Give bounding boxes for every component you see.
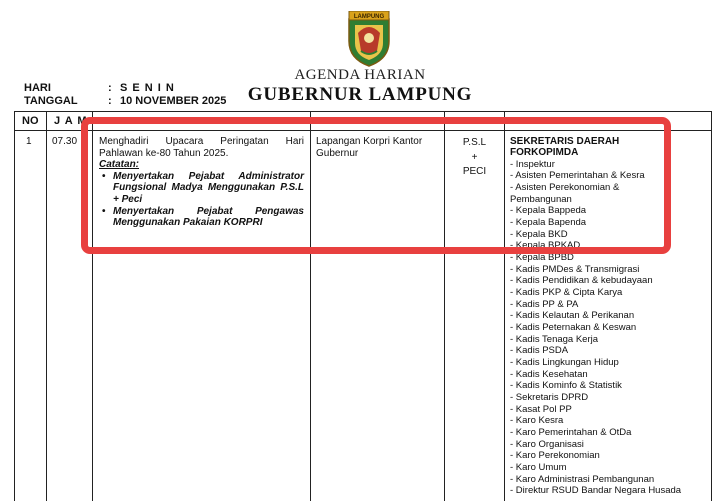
attendee-item: - Inspektur bbox=[510, 158, 555, 170]
attendee-item: - Karo Administrasi Pembangunan bbox=[510, 473, 655, 485]
attendee-item: - Karo Organisasi bbox=[510, 438, 584, 450]
attendee-item: - Kepala BKD bbox=[510, 228, 568, 240]
meta-hari bbox=[0, 82, 300, 96]
hari-colon: : bbox=[108, 82, 112, 94]
lampung-logo bbox=[347, 11, 391, 67]
attendee-item: - Kadis PSDA bbox=[510, 345, 569, 357]
notes-title: Catatan: bbox=[99, 159, 140, 171]
attendee-item: - Kepala Bappeda bbox=[510, 205, 587, 217]
highlight-box bbox=[81, 117, 671, 254]
col-divider bbox=[14, 111, 15, 501]
attendee-item: - Kadis Lingkungan Hidup bbox=[510, 356, 619, 368]
location-cell: Lapangan Korpri Kantor Gubernur bbox=[316, 136, 423, 159]
tanggal-value: 10 NOVEMBER 2025 bbox=[120, 95, 227, 107]
attendee-item: - Kepala BPKAD bbox=[510, 240, 581, 252]
attendee-item: - Kadis Peternakan & Keswan bbox=[510, 322, 637, 333]
table-top-border bbox=[14, 111, 712, 112]
hari-value: S E N I N bbox=[120, 82, 175, 94]
attendees-head-sekda: SEKRETARIS DAERAH bbox=[510, 136, 620, 147]
note-item: • Menyertakan Pejabat Administrator Fungsional Madya Menggunakan P.S.L + Peci bbox=[99, 171, 304, 206]
attendee-item: - Asisten Perekonomian & bbox=[510, 182, 620, 194]
attendee-item: - Kadis Tenaga Kerja bbox=[510, 333, 599, 345]
svg-text:LAMPUNG: LAMPUNG bbox=[353, 14, 385, 20]
attendee-item: Pembangunan bbox=[510, 193, 572, 205]
note-item: • Menyertakan Pejabat Pengawas Menggunakan Pakaian KORPRI bbox=[99, 206, 304, 229]
dress-peci: PECI bbox=[462, 166, 487, 177]
row-time: 07.30 bbox=[52, 136, 78, 147]
header-no: NO bbox=[22, 115, 39, 127]
attendee-item: - Kepala Bapenda bbox=[510, 217, 587, 229]
meta-tanggal bbox=[0, 95, 300, 109]
governor-title: GUBERNUR LAMPUNG bbox=[247, 84, 473, 105]
tanggal-label: TANGGAL bbox=[24, 95, 78, 107]
dress-psl: P.S.L bbox=[462, 137, 487, 148]
attendee-item: - Karo Pemerintahan & OtDa bbox=[510, 426, 632, 438]
col-divider bbox=[46, 111, 47, 501]
attendee-item: - Kadis PP & PA bbox=[510, 298, 579, 310]
attendee-item: - Kadis Kelautan & Perikanan bbox=[510, 310, 635, 322]
attendee-item: - Sekretaris DPRD bbox=[510, 391, 589, 403]
attendee-item: - Kepala BPBD bbox=[510, 252, 574, 264]
tanggal-colon: : bbox=[108, 95, 112, 107]
activity-description: Menghadiri Upacara Peringatan Hari Pahlawan ke-80 Tahun 2025. bbox=[99, 136, 304, 159]
attendee-item: - Kadis PMDes & Transmigrasi bbox=[510, 263, 640, 275]
attendees-head-forkopimda: FORKOPIMDA bbox=[510, 147, 579, 159]
attendee-item: - Karo Umum bbox=[510, 461, 567, 473]
col-divider bbox=[711, 111, 712, 501]
dress-plus: + bbox=[471, 151, 478, 163]
hari-label: HARI bbox=[24, 82, 51, 94]
header-jam: J A M bbox=[54, 115, 88, 127]
attendee-item: - Karo Kesra bbox=[510, 415, 564, 427]
attendee-item: - Asisten Pemerintahan & Kesra bbox=[510, 170, 645, 182]
attendee-item: - Direktur RSUD Bandar Negara Husada bbox=[510, 485, 682, 497]
attendee-item: - Kadis Kominfo & Statistik bbox=[510, 380, 622, 392]
row-number: 1 bbox=[26, 136, 32, 147]
agenda-title: AGENDA HARIAN bbox=[294, 67, 426, 83]
attendee-item: - Kasat Pol PP bbox=[510, 403, 572, 415]
attendee-item: - Kadis Pendidikan & kebudayaan bbox=[510, 275, 653, 287]
attendee-item: - Kadis PKP & Cipta Karya bbox=[510, 287, 623, 299]
attendee-item: - Karo Perekonomian bbox=[510, 450, 600, 462]
attendee-item: - Kadis Kesehatan bbox=[510, 368, 588, 380]
